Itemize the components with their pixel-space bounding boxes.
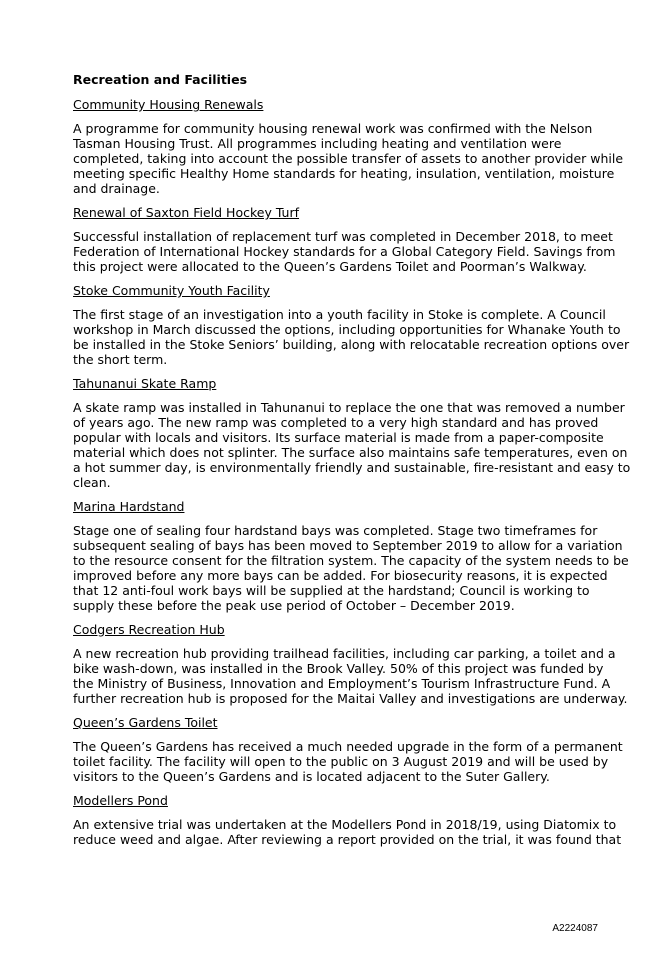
paragraph-line: material which does not splinter. The surface also maintains safe temperatures, even on <box>73 445 628 460</box>
section-title: Marina Hardstand <box>73 499 185 514</box>
paragraph-line: a hot summer day, is environmentally friendly and sustainable, fire-resistant and easy to <box>73 460 631 475</box>
section-paragraph <box>73 307 630 367</box>
paragraph-line: A new recreation hub providing trailhead facilities, including car parking, a toilet and a <box>73 646 616 661</box>
section-title: Queen’s Gardens Toilet <box>73 715 218 730</box>
paragraph-line: subsequent sealing of bays has been moved to September 2019 to allow for a variation <box>73 538 623 553</box>
paragraph-line: be installed in the Stoke Seniors’ building, along with relocatable recreation options over <box>73 337 630 352</box>
paragraph-line: An extensive trial was undertaken at the Modellers Pond in 2018/19, using Diatomix to <box>73 817 617 832</box>
paragraph-line: toilet facility. The facility will open to the public on 3 August 2019 and will be used by <box>73 754 609 769</box>
page-heading: Recreation and Facilities <box>73 72 248 87</box>
section-title: Modellers Pond <box>73 793 168 808</box>
paragraph-line: Successful installation of replacement turf was completed in December 2018, to meet <box>73 229 613 244</box>
paragraph-line: clean. <box>73 475 111 490</box>
paragraph-line: and drainage. <box>73 181 160 196</box>
paragraph-line: workshop in March discussed the options, including opportunities for Whanake Youth to <box>73 322 621 337</box>
paragraph-line: reduce weed and algae. After reviewing a report provided on the trial, it was found that <box>73 832 622 847</box>
document-body <box>73 72 631 856</box>
paragraph-line: The Queen’s Gardens has received a much needed upgrade in the form of a permanent <box>73 739 623 754</box>
paragraph-line: A skate ramp was installed in Tahunanui to replace the one that was removed a number <box>73 400 625 415</box>
sections-container <box>73 97 631 847</box>
document-reference-number: A2224087 <box>552 923 598 934</box>
paragraph-line: of years ago. The new ramp was completed to a very high standard and has proved <box>73 415 599 430</box>
paragraph-line: bike wash-down, was installed in the Brook Valley. 50% of this project was funded by <box>73 661 604 676</box>
paragraph-line: supply these before the peak use period of October – December 2019. <box>73 598 515 613</box>
section-paragraph <box>73 646 628 706</box>
section-paragraph <box>73 121 624 196</box>
section-title: Renewal of Saxton Field Hockey Turf <box>73 205 300 220</box>
paragraph-line: this project were allocated to the Queen’s Gardens Toilet and Poorman’s Walkway. <box>73 259 587 274</box>
paragraph-line: A programme for community housing renewal work was confirmed with the Nelson <box>73 121 593 136</box>
paragraph-line: the short term. <box>73 352 168 367</box>
section-paragraph <box>73 817 622 847</box>
section-title: Codgers Recreation Hub <box>73 622 225 637</box>
paragraph-line: completed, taking into account the possible transfer of assets to another provider while <box>73 151 624 166</box>
paragraph-line: Federation of International Hockey standards for a Global Category Field. Savings from <box>73 244 616 259</box>
paragraph-line: Stage one of sealing four hardstand bays was completed. Stage two timeframes for <box>73 523 598 538</box>
section-paragraph <box>73 523 629 613</box>
section-paragraph <box>73 400 631 490</box>
paragraph-line: improved before any more bays can be added. For biosecurity reasons, it is expected <box>73 568 608 583</box>
section-paragraph <box>73 739 623 784</box>
section-title: Tahunanui Skate Ramp <box>73 376 217 391</box>
section-title: Community Housing Renewals <box>73 97 264 112</box>
section-title: Stoke Community Youth Facility <box>73 283 270 298</box>
paragraph-line: meeting specific Healthy Home standards for heating, insulation, ventilation, moisture <box>73 166 615 181</box>
section-paragraph <box>73 229 616 274</box>
paragraph-line: popular with locals and visitors. Its surface material is made from a paper-composite <box>73 430 604 445</box>
paragraph-line: the Ministry of Business, Innovation and Employment’s Tourism Infrastructure Fund. A <box>73 676 611 691</box>
paragraph-line: Tasman Housing Trust. All programmes including heating and ventilation were <box>73 136 562 151</box>
paragraph-line: The first stage of an investigation into a youth facility in Stoke is complete. A Council <box>73 307 606 322</box>
paragraph-line: to the resource consent for the filtration system. The capacity of the system needs to be <box>73 553 629 568</box>
paragraph-line: that 12 anti-foul work bays will be supplied at the hardstand; Council is working to <box>73 583 590 598</box>
paragraph-line: visitors to the Queen’s Gardens and is located adjacent to the Suter Gallery. <box>73 769 550 784</box>
paragraph-line: further recreation hub is proposed for the Maitai Valley and investigations are underway. <box>73 691 628 706</box>
